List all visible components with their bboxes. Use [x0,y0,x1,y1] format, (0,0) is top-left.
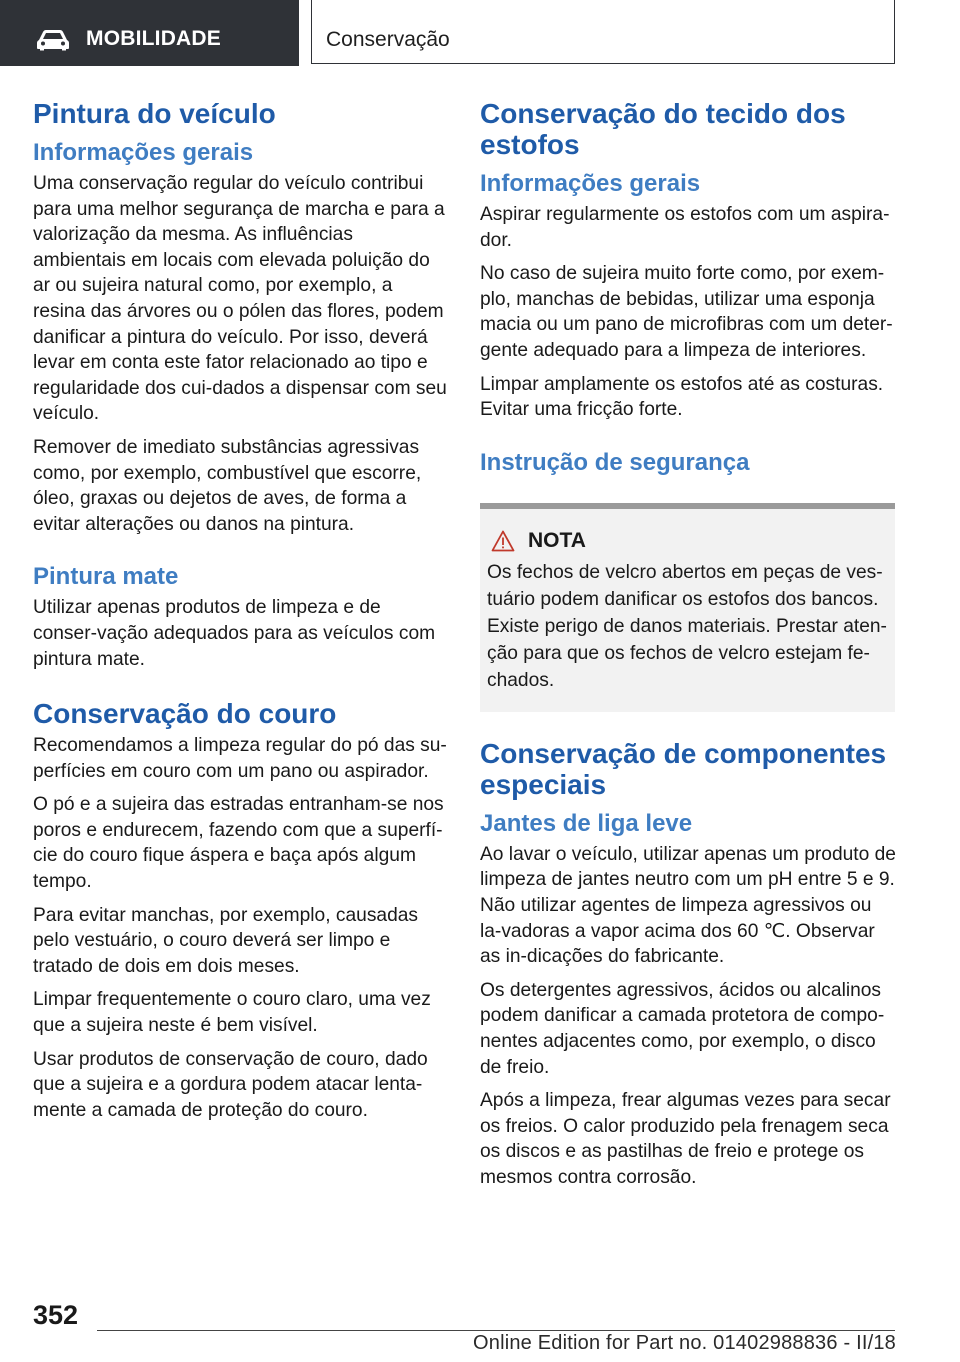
heading-leather-care: Conservação do couro [33,698,337,730]
heading-alloy-rims: Jantes de liga leve [480,809,693,837]
paragraph-rims-2: Os detergentes agressivos, ácidos ou alcalinos podem danificar a camada protetora de compo‐nentes adjacentes como, por exemplo, o disco de freio. [480,979,885,1078]
heading-matte-paint: Pintura mate [33,563,179,591]
paragraph-matte: Utilizar apenas produtos de limpeza e de conser‐vação adequados para as veículos com pintura mate. [33,597,436,670]
paragraph-fabric-1: Aspirar regularmente os estofos com um aspira‐dor. [480,204,890,251]
paragraph-rims-1: Ao lavar o veículo, utilizar apenas um produto de limpeza de jantes neutro com um pH entre 5 e 9. Não utilizar agentes de limpeza agressivos ou la‐vadoras a vapor acima dos 60 ℃. Observar as in‐dicações do fabricante. [480,843,896,968]
warning-box [480,503,895,712]
section-label: MOBILIDADE [86,27,221,50]
heading-fabric-care: Conservação do tecido dos estofos [480,98,846,160]
heading-general-info: Informações gerais [33,139,254,166]
paragraph-paint-remove: Remover de imediato substâncias agressivas como, por exemplo, combustível que escorre, óleo, graxas ou dejetos de aves, de forma a evitar alterações ou danos na pintura. [33,436,422,535]
footer-divider [97,1330,895,1331]
paragraph-leather-5: Usar produtos de conservação de couro, dado que a sujeira e a gordura podem atacar lenta‐mente a camada de proteção do couro. [33,1048,428,1121]
paragraph-paint-care: Uma conservação regular do veículo contribui para uma melhor segurança de marcha e para a valorização da mesma. As influências ambientais em locais com elevada poluição do ar ou sujeira natural como, por exemplo, a resina das árvores ou o pólen das flores, podem danificar a pintura do veículo. Por isso, deverá levar em conta este fator relacionado ao tipo e regularidade dos cui‐dados a dispensar com seu veículo. [33,173,447,425]
heading-vehicle-paint: Pintura do veículo [33,98,276,129]
section-tab [0,0,299,66]
paragraph-leather-4: Limpar frequentemente o couro claro, uma vez que a sujeira neste é bem visível. [33,989,431,1037]
page-number: 352 [33,1300,79,1330]
footer-edition: Online Edition for Part no. 01402988836 - II/18 [472,1332,896,1354]
chapter-label: Conservação [326,28,450,51]
paragraph-leather-2: O pó e a sujeira das estradas entranham-se nos poros e endurecem, fazendo com que a superfí‐cie do couro fique áspera e baça após algum tempo. [33,794,444,893]
warning-title [487,529,887,553]
paragraph-leather-3: Para evitar manchas, por exemplo, causadas pelo vestuário, o couro deverá ser limpo e tratado de dois em dois meses. [33,904,419,977]
chapter-tab [311,0,895,64]
warning-text: Os fechos de velcro abertos em peças de ves‐tuário podem danificar os estofos dos bancos. Existe perigo de danos materiais. Prestar aten‐ção para que os fechos de velcro estejam fe‐chados. [487,561,887,691]
page-header [0,0,960,66]
car-icon [36,29,70,51]
paragraph-fabric-2: No caso de sujeira muito forte como, por exem‐plo, manchas de bebidas, utilizar uma esponja macia ou um pano de microfibras com um deter‐gente adequado para a limpeza de interiores. [480,263,893,361]
warning-label: NOTA [528,528,586,552]
paragraph-rims-3: Após a limpeza, frear algumas vezes para secar os freios. O calor produzido pela frenagem seca os discos e as pastilhas de freio e protege os mesmos contra corrosão. [480,1090,891,1188]
paragraph-fabric-3: Limpar amplamente os estofos até as costuras. Evitar uma fricção forte. [480,373,884,421]
heading-safety-instruction: Instrução de segurança [480,448,750,476]
heading-general-info-fabric: Informações gerais [480,170,701,197]
paragraph-leather-1: Recomendamos a limpeza regular do pó das su‐perfícies em couro com um pano ou aspirador. [33,735,447,782]
warning-triangle-icon [491,530,515,552]
right-column [480,98,896,1190]
heading-special-components: Conservação de componentes especiais [480,737,887,800]
left-column [33,98,449,1123]
